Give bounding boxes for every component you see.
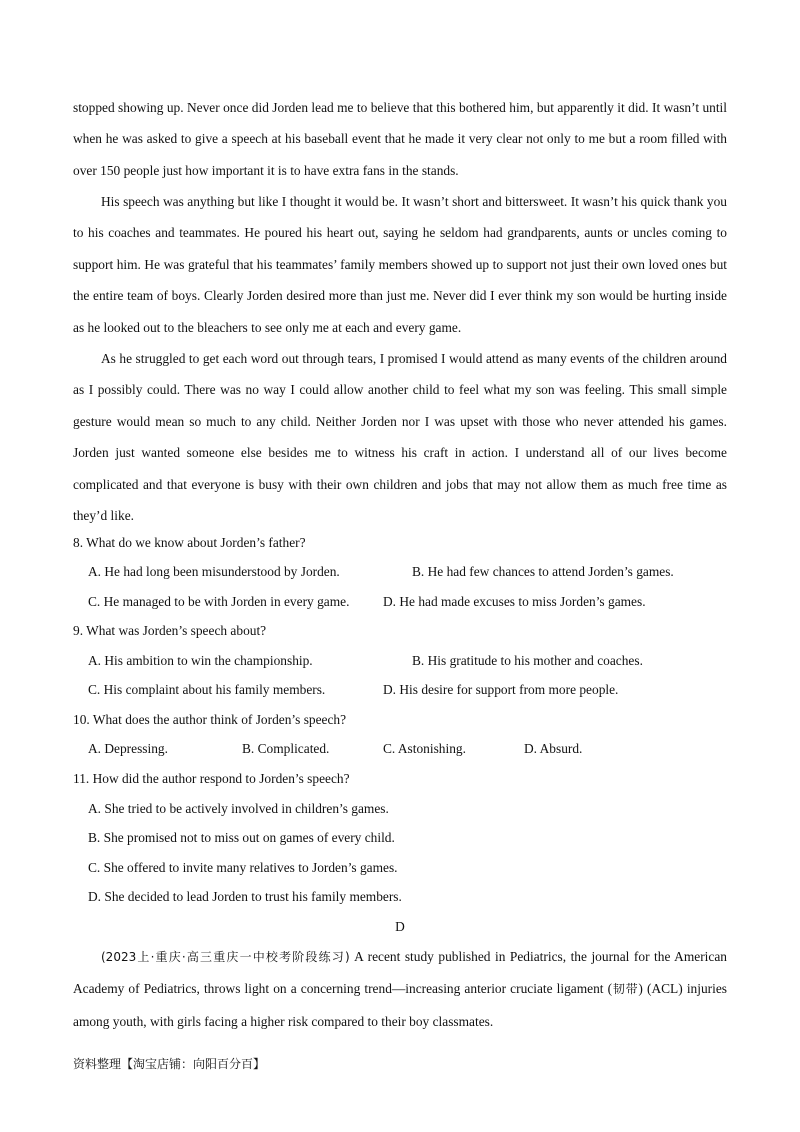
question-11-option-c: C. She offered to invite many relatives to Jorden’s games. [88,860,398,875]
section-d-text-part-2: ) (ACL) injuries among youth, with girls facing a higher risk compared to their boy classmates. [73,981,727,1029]
question-8-option-a: A. He had long been misunderstood by Jorden. [88,564,340,579]
question-10-option-d: D. Absurd. [524,741,583,756]
passage-paragraph-2: His speech was anything but like I thought it would be. It wasn’t short and bittersweet. It wasn’t his quick thank you to his coaches and teammates. He poured his heart out, saying he seldom had grandparents, aunts or uncles coming to support him. He was grateful that his teammates’ family members showed up to support not just their own loved ones but the entire team of boys. Clearly Jorden desired more than just me. Never did I ever think my son would be hurting inside as he looked out to the bleachers to see only me at each and every game. [73,194,727,335]
passage-paragraph-1: stopped showing up. Never once did Jorden lead me to believe that this bothered him, but apparently it did. It wasn’t until when he was asked to give a speech at his baseball event that he made it very clear not only to me but a room filled with over 150 people just how important it is to have extra fans in the stands. [73,100,727,178]
question-8-stem: 8. What do we know about Jorden’s father? [73,535,306,550]
footer-note: 资料整理【淘宝店铺：向阳百分百】 [73,1057,266,1071]
source-citation: (2023上·重庆·高三重庆一中校考阶段练习) [101,950,350,964]
question-11-option-d: D. She decided to lead Jorden to trust his family members. [88,889,402,904]
question-8-option-c: C. He managed to be with Jorden in every game. [88,594,350,609]
question-9-option-a: A. His ambition to win the championship. [88,653,313,668]
question-9-stem: 9. What was Jorden’s speech about? [73,623,267,638]
question-10-option-c: C. Astonishing. [383,741,466,756]
question-9-option-c: C. His complaint about his family members. [88,682,326,697]
chinese-gloss: 韧带 [612,982,639,997]
question-10-option-a: A. Depressing. [88,741,168,756]
section-d-paragraph [73,941,727,1037]
question-10-stem: 10. What does the author think of Jorden’s speech? [73,712,347,727]
section-d-text-part-1: A recent study published in Pediatrics, the journal for the American Academy of Pediatrics, throws light on a concerning trend—increasing anterior cruciate ligament ( [73,949,727,997]
question-11-option-b: B. She promised not to miss out on games of every child. [88,830,395,845]
question-9-option-d: D. His desire for support from more people. [383,682,619,697]
question-11-option-a: A. She tried to be actively involved in children’s games. [88,801,389,816]
question-9-option-b: B. His gratitude to his mother and coaches. [412,653,643,668]
question-10-option-b: B. Complicated. [242,741,330,756]
question-8-option-d: D. He had made excuses to miss Jorden’s games. [383,594,646,609]
question-8-option-b: B. He had few chances to attend Jorden’s games. [412,564,674,579]
passage-paragraph-3: As he struggled to get each word out through tears, I promised I would attend as many events of the children around as I possibly could. There was no way I could allow another child to feel what my son was feeling. This small simple gesture would mean so much to any child. Neither Jorden nor I was upset with those who never attended his games. Jorden just wanted someone else besides me to witness his craft in action. I understand all of our lives become complicated and that everyone is busy with their own children and jobs that may not allow them as much free time as they’d like. [73,351,727,524]
section-heading: D [395,919,405,934]
question-11-stem: 11. How did the author respond to Jorden’s speech? [73,771,350,786]
